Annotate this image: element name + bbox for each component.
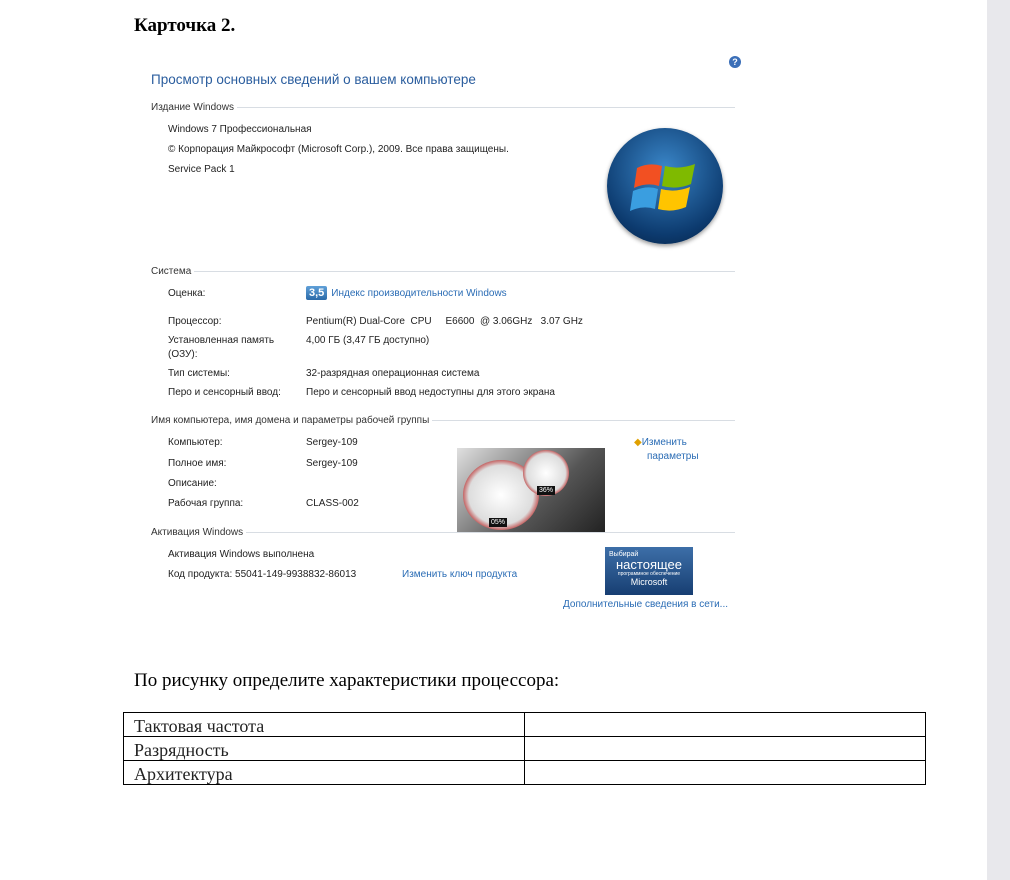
section-header: Система [151, 266, 192, 277]
answer-cell[interactable] [525, 761, 926, 785]
service-pack: Service Pack 1 [168, 164, 235, 175]
system-properties-screenshot [140, 50, 750, 620]
table-row [124, 713, 926, 737]
row-label: Разрядность [124, 737, 525, 761]
computer-value: Sergey-109 [306, 437, 358, 448]
rating-badge: 3,5 [306, 286, 327, 300]
product-key: Код продукта: 55041-149-9938832-86013 [168, 569, 357, 580]
cpu-label: Процессор: [168, 316, 222, 327]
section-activation [151, 527, 735, 538]
workgroup-value: CLASS-002 [306, 498, 359, 509]
change-link-text[interactable]: Изменить [641, 437, 687, 448]
genuine-microsoft-banner[interactable] [605, 547, 693, 595]
rating-value [306, 286, 507, 300]
section-system [151, 266, 735, 277]
system-type-label: Тип системы: [168, 368, 230, 379]
full-name-label: Полное имя: [168, 458, 227, 469]
table-row [124, 737, 926, 761]
change-settings-link[interactable] [634, 436, 699, 464]
performance-index-link[interactable]: Индекс производительности Windows [331, 288, 507, 299]
window-title: Просмотр основных сведений о вашем компьютере [151, 72, 476, 87]
system-type-value: 32-разрядная операционная система [306, 368, 480, 379]
section-header: Имя компьютера, имя домена и параметры рабочей группы [151, 415, 430, 426]
copyright: © Корпорация Майкрософт (Microsoft Corp.), 2009. Все права защищены. [168, 144, 509, 155]
windows-logo-icon [607, 128, 723, 244]
cpu-value: Pentium(R) Dual-Core CPU E6600 @ 3.06GHz 3.07 GHz [306, 316, 583, 327]
change-link-text-cont[interactable]: параметры [647, 451, 699, 462]
section-edition [151, 102, 735, 113]
card-title: Карточка 2. [134, 15, 236, 36]
workgroup-label: Рабочая группа: [168, 498, 244, 509]
answer-table [123, 712, 926, 785]
pen-label: Перо и сенсорный ввод: [168, 387, 281, 398]
cpu-gauge-gadget [457, 448, 605, 532]
page-sidebar [987, 0, 1010, 880]
table-row [124, 761, 926, 785]
change-key-link[interactable]: Изменить ключ продукта [402, 569, 518, 580]
answer-cell[interactable] [525, 737, 926, 761]
section-header: Активация Windows [151, 527, 244, 538]
question-text: По рисунку определите характеристики процессора: [134, 670, 560, 691]
row-label: Архитектура [124, 761, 525, 785]
computer-label: Компьютер: [168, 437, 223, 448]
ram-label-cont: (ОЗУ): [168, 349, 198, 360]
pen-value: Перо и сенсорный ввод недоступны для этого экрана [306, 387, 555, 398]
genuine-line: программное обеспечение [617, 571, 681, 577]
description-label: Описание: [168, 478, 217, 489]
section-header: Издание Windows [151, 102, 234, 113]
full-name-value: Sergey-109 [306, 458, 358, 469]
answer-cell[interactable] [525, 713, 926, 737]
ram-value: 4,00 ГБ (3,47 ГБ доступно) [306, 335, 430, 346]
genuine-line: настоящее [616, 557, 682, 572]
more-info-link[interactable]: Дополнительные сведения в сети... [563, 599, 728, 610]
section-computer [151, 415, 735, 426]
rating-label: Оценка: [168, 288, 206, 299]
help-icon[interactable]: ? [729, 56, 741, 68]
memory-usage: 36% [539, 487, 554, 494]
genuine-line: Выбирай [609, 551, 639, 558]
shield-icon: ◆ [634, 437, 642, 448]
activation-status: Активация Windows выполнена [168, 549, 315, 560]
ram-label: Установленная память [168, 335, 275, 346]
row-label: Тактовая частота [124, 713, 525, 737]
cpu-usage: 05% [491, 519, 506, 526]
genuine-line: Microsoft [630, 577, 668, 587]
edition-name: Windows 7 Профессиональная [168, 124, 312, 135]
